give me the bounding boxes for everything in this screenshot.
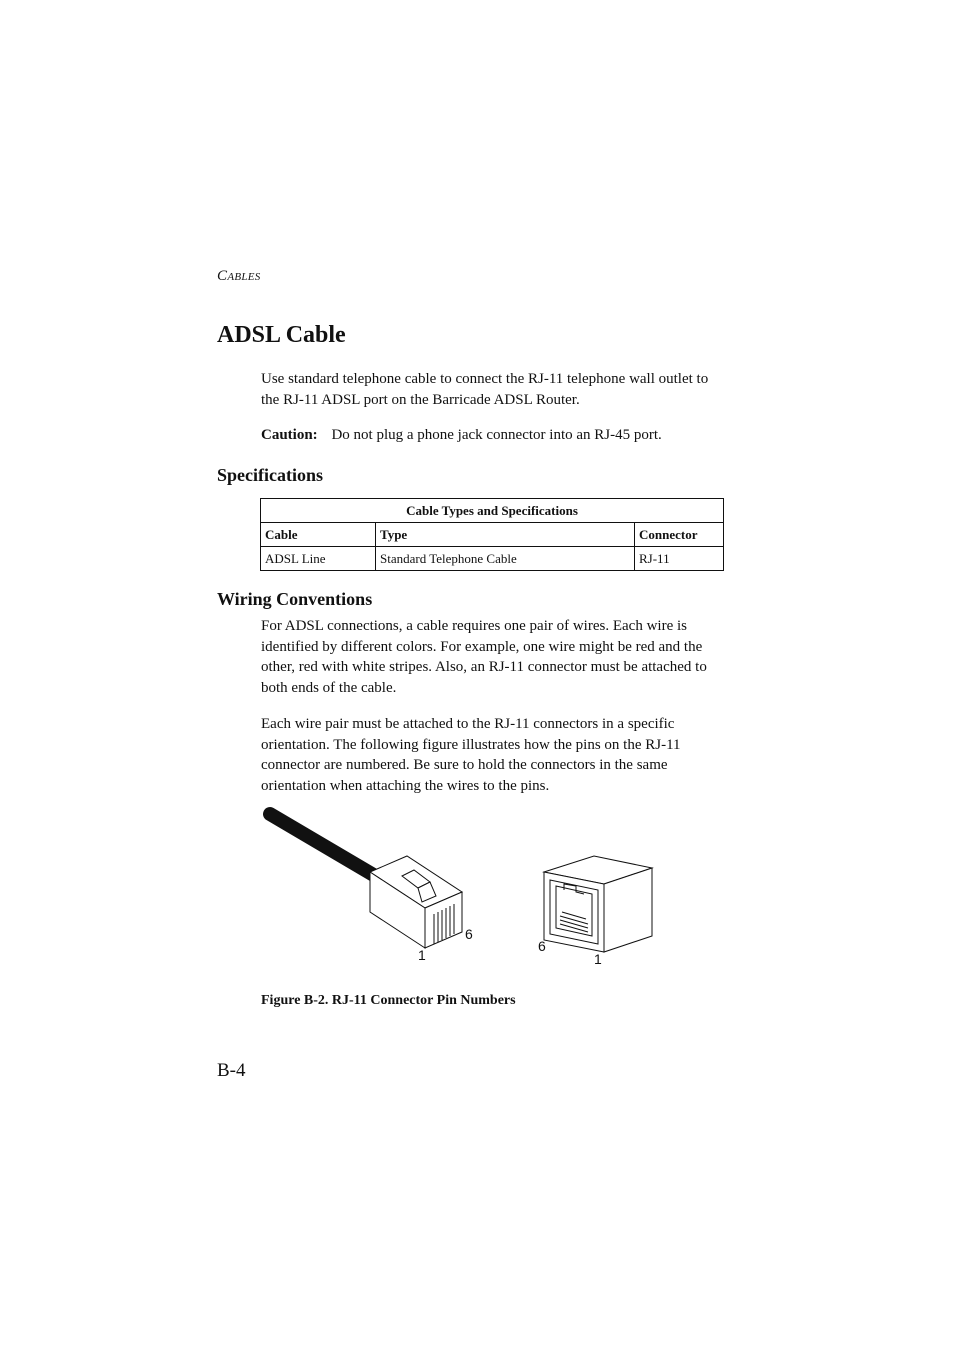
running-header-initial: C — [217, 268, 228, 284]
column-header-cable: Cable — [261, 523, 376, 547]
column-header-connector: Connector — [635, 523, 724, 547]
wiring-conventions-heading: Wiring Conventions — [217, 589, 373, 609]
cell-connector: RJ-11 — [635, 547, 724, 571]
table-row — [261, 547, 724, 571]
rj11-connector-figure — [262, 806, 662, 976]
cable-spec-table — [260, 498, 724, 571]
page-number: B-4 — [217, 1060, 246, 1081]
running-header — [217, 268, 261, 285]
cell-cable: ADSL Line — [261, 547, 376, 571]
plug-pin-first-label: 1 — [418, 947, 426, 963]
caution-note — [261, 425, 727, 446]
page-title: ADSL Cable — [217, 322, 346, 348]
intro-paragraph: Use standard telephone cable to connect the RJ-11 telephone wall outlet to the RJ-11 ADSL port on the Barricade ADSL Router. — [261, 371, 709, 408]
running-header-rest: ABLES — [227, 271, 261, 283]
wiring-paragraph-1: For ADSL connections, a cable requires one pair of wires. Each wire is identified by different colors. For example, one wire might be red and the other, red with white stripes. Also, an RJ-11 connector must be attached to both ends of the cable. — [261, 618, 707, 697]
jack-pin-last-label: 1 — [594, 951, 602, 967]
caution-label: Caution: — [261, 427, 318, 443]
rj11-plug-illustration — [270, 814, 462, 948]
jack-pin-first-label: 6 — [538, 938, 546, 954]
figure-caption: Figure B-2. RJ-11 Connector Pin Numbers — [261, 993, 516, 1008]
table-caption-row — [261, 499, 724, 523]
caution-text: Do not plug a phone jack connector into an RJ-45 port. — [331, 427, 662, 443]
plug-pin-last-label: 6 — [465, 926, 473, 942]
specifications-heading: Specifications — [217, 465, 323, 485]
cell-type: Standard Telephone Cable — [376, 547, 635, 571]
column-header-type: Type — [376, 523, 635, 547]
rj11-jack-illustration — [544, 856, 652, 952]
wiring-paragraph-2: Each wire pair must be attached to the RJ-11 connectors in a specific orientation. The following figure illustrates how the pins on the RJ-11 connector are numbered. Be sure to hold the connectors in the same orientation when attaching the wires to the pins. — [261, 716, 681, 795]
table-header-row — [261, 523, 724, 547]
table-caption: Cable Types and Specifications — [261, 499, 724, 523]
